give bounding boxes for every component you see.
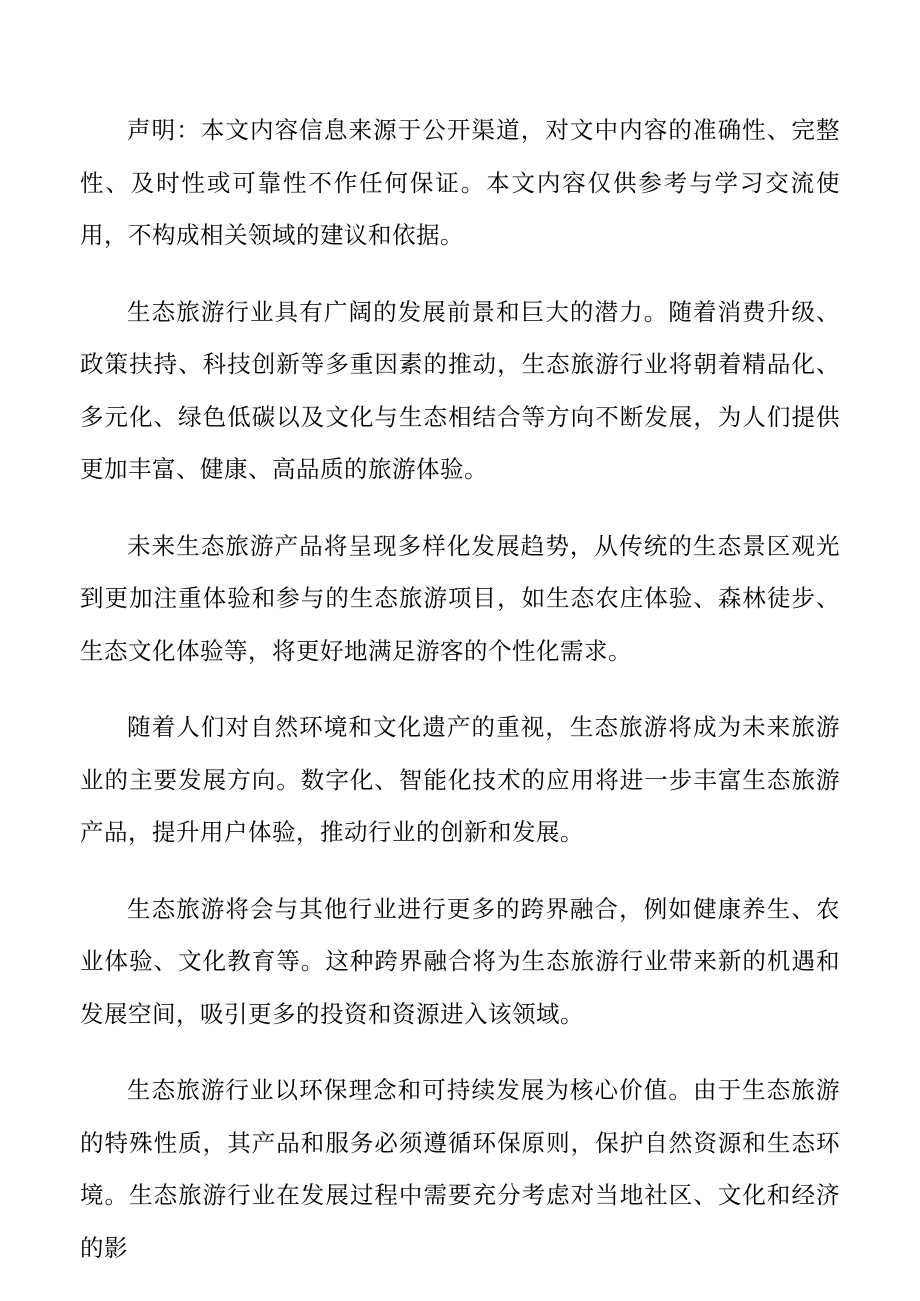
paragraph-outlook: 生态旅游行业具有广阔的发展前景和巨大的潜力。随着消费升级、政策扶持、科技创新等多重因素的推动，生态旅游行业将朝着精品化、多元化、绿色低碳以及文化与生态相结合等方向不断发展，为人们提供更加丰富、健康、高品质的旅游体验。 [80, 297, 840, 483]
paragraph-direction: 随着人们对自然环境和文化遗产的重视，生态旅游将成为未来旅游业的主要发展方向。数字化、智能化技术的应用将进一步丰富生态旅游产品，提升用户体验，推动行业的创新和发展。 [80, 713, 840, 846]
paragraph-cross-industry: 生态旅游将会与其他行业进行更多的跨界融合，例如健康养生、农业体验、文化教育等。这种跨界融合将为生态旅游行业带来新的机遇和发展空间，吸引更多的投资和资源进入该领域。 [80, 894, 840, 1028]
paragraph-products: 未来生态旅游产品将呈现多样化发展趋势，从传统的生态景区观光到更加注重体验和参与的生态旅游项目，如生态农庄体验、森林徒步、生态文化体验等，将更好地满足游客的个性化需求。 [80, 531, 840, 665]
paragraph-sustainability: 生态旅游行业以环保理念和可持续发展为核心价值。由于生态旅游的特殊性质，其产品和服务必须遵循环保原则，保护自然资源和生态环境。生态旅游行业在发展过程中需要充分考虑对当地社区、文化和经济的影 [80, 1076, 840, 1262]
document-body [80, 104, 840, 1298]
paragraph-disclaimer: 声明：本文内容信息来源于公开渠道，对文中内容的准确性、完整性、及时性或可靠性不作任何保证。本文内容仅供参考与学习交流使用，不构成相关领域的建议和依据。 [80, 116, 840, 249]
